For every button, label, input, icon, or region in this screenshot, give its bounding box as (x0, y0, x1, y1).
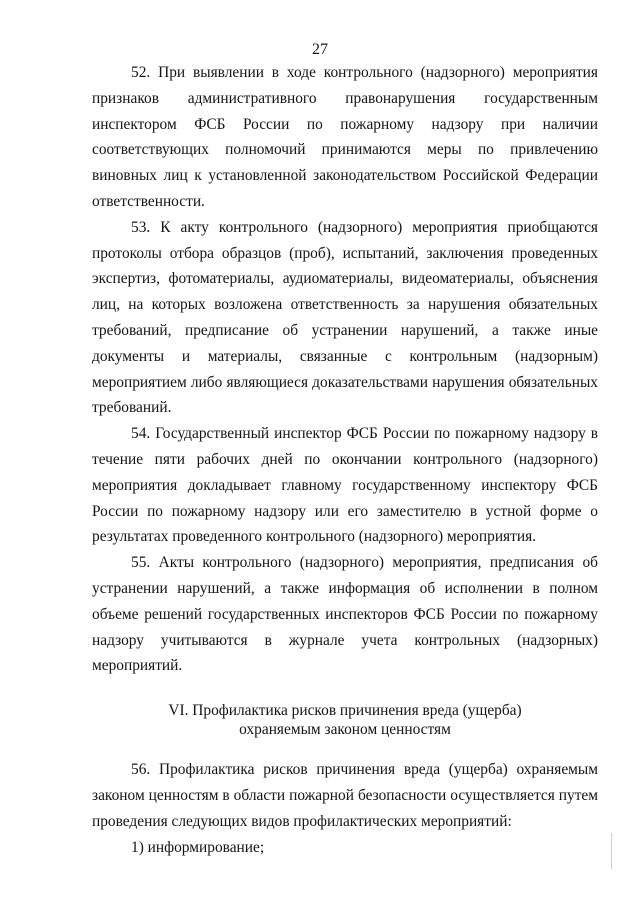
page-number: 27 (312, 41, 328, 58)
list-item-informing: 1) информирование; (131, 838, 265, 856)
paragraph-52: 52. При выявлении в ходе контрольного (надзорного) мероприятия признаков административного правонарушения государственным инспектором ФСБ России по пожарному надзору при наличии соответствующих полномочий принимаются меры по привлечению виновных лиц к установленной законодательством Российской Федерации ответственности. (92, 64, 598, 210)
document-body (92, 60, 598, 860)
paragraph-53: 53. К акту контрольного (надзорного) мероприятия приобщаются протоколы отбора образцов (проб), испытаний, заключения проведенных экспертиз, фотоматериалы, аудиоматериалы, видеоматериалы, объяснения лиц, на которых возложена ответственность за нарушения обязательных требований, предписание об устранении нарушений, а также иные документы и материалы, связанные с контрольным (надзорным) мероприятием либо являющиеся доказательствами нарушения обязательных требований. (92, 218, 598, 417)
section-heading-line-2: охраняемым законом ценностям (239, 721, 451, 739)
paragraph-55: 55. Акты контрольного (надзорного) мероприятия, предписания об устранении нарушений, а также информация об исполнении в полном объеме решений государственных инспекторов ФСБ России по пожарному надзору учитываются в журнале учета контрольных (надзорных) мероприятий. (92, 554, 598, 675)
paragraph-56: 56. Профилактика рисков причинения вреда (ущерба) охраняемым законом ценностям в области пожарной безопасности осуществляется путем проведения следующих видов профилактических мероприятий: (92, 761, 598, 830)
heading-spacer (92, 739, 598, 757)
paragraph-54: 54. Государственный инспектор ФСБ России по пожарному надзору в течение пяти рабочих дней по окончании контрольного (надзорного) мероприятия докладывает главному государственному инспектору ФСБ России по пожарному надзору или его заместителю в устной форме о результатах проведенного контрольного (надзорного) мероприятия. (92, 425, 598, 546)
section-heading-line-1: VI. Профилактика рисков причинения вреда (ущерба) (168, 702, 522, 720)
scan-artifact-line (611, 833, 612, 869)
section-heading (92, 701, 598, 739)
